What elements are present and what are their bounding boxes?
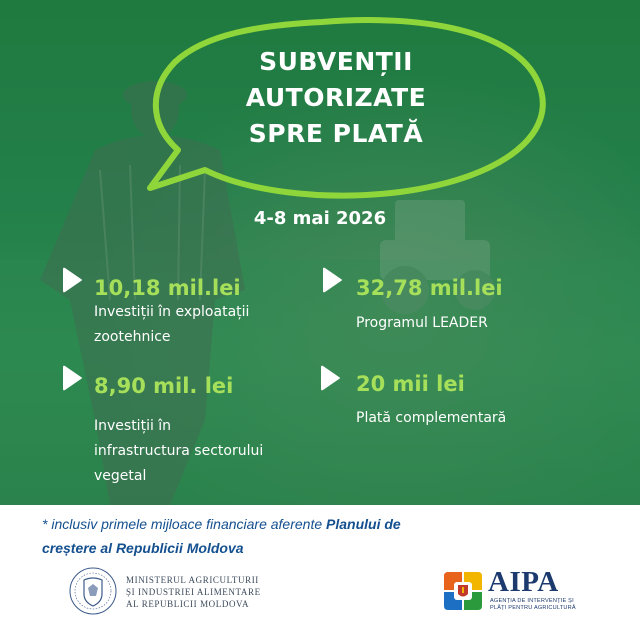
play-arrow-icon — [62, 266, 84, 294]
desc-line: vegetal — [94, 468, 147, 484]
desc-line: Investiții în exploatații — [94, 304, 250, 320]
page-title — [196, 44, 476, 152]
stat-description — [356, 406, 586, 431]
stat-description — [94, 300, 324, 350]
ministry-line: MINISTERUL AGRICULTURII — [126, 575, 259, 585]
aipa-tagline — [490, 598, 576, 612]
stat-item — [62, 262, 322, 352]
coat-of-arms-icon — [68, 566, 118, 616]
play-arrow-icon — [320, 364, 342, 392]
ministry-line: AL REPUBLICII MOLDOVA — [126, 599, 250, 609]
stat-description — [94, 414, 324, 489]
aipa-tagline-line: AGENȚIA DE INTERVENȚIE ȘI — [490, 598, 574, 604]
footnote-bold-line2: creștere al Republicii Moldova — [42, 540, 244, 556]
footnote-prefix: * inclusiv primele mijloace financiare aferente — [42, 516, 327, 532]
ministry-line: ȘI INDUSTRIEI ALIMENTARE — [126, 587, 261, 597]
title-line: AUTORIZATE — [245, 83, 427, 112]
ministry-name — [126, 574, 261, 610]
stat-description — [356, 311, 576, 336]
desc-line: Plată complementară — [356, 410, 507, 426]
desc-line: zootehnice — [94, 329, 171, 345]
desc-line: Investiții în — [94, 418, 172, 434]
aipa-emblem-icon — [440, 568, 486, 614]
stat-item — [62, 360, 322, 484]
stat-item — [320, 360, 590, 440]
aipa-tagline-line: PLĂȚI PENTRU AGRICULTURĂ — [490, 605, 576, 611]
stat-value: 32,78 mil.lei — [356, 276, 503, 300]
title-line: SUBVENȚII — [259, 47, 413, 76]
desc-line: infrastructura sectorului — [94, 443, 264, 459]
footnote-bold: Planului de — [326, 516, 401, 532]
play-arrow-icon — [322, 266, 344, 294]
desc-line: Programul LEADER — [356, 315, 488, 331]
aipa-wordmark: AIPA — [488, 566, 559, 598]
stat-value: 10,18 mil.lei — [94, 276, 241, 300]
period-label: 4-8 mai 2026 — [253, 208, 387, 229]
stat-value: 20 mii lei — [356, 372, 465, 396]
footnote — [42, 512, 602, 560]
stat-value: 8,90 mil. lei — [94, 374, 234, 398]
ministry-logo — [68, 566, 328, 616]
title-line: SPRE PLATĂ — [248, 119, 424, 148]
play-arrow-icon — [62, 364, 84, 392]
stat-item — [322, 262, 582, 342]
aipa-logo — [440, 566, 600, 618]
